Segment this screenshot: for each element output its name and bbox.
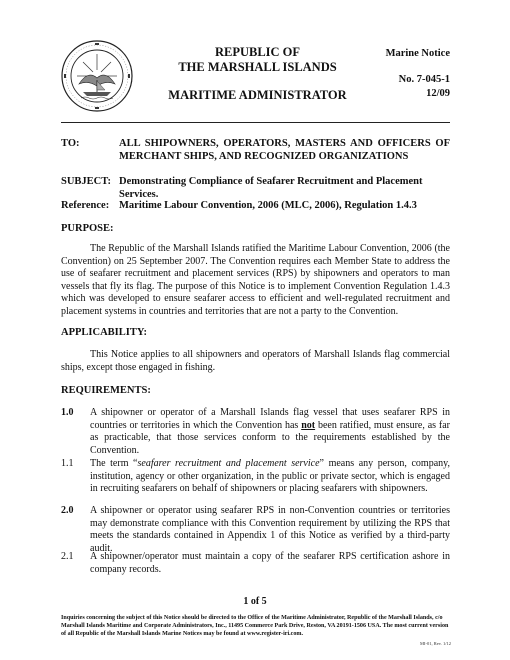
applicability-heading: APPLICABILITY: [61,327,147,338]
subject-value: Demonstrating Compliance of Seafarer Recruitment and Placement Services. [119,176,423,200]
to-value: ALL SHIPOWNERS, OPERATORS, MASTERS AND OFFICERS OF MERCHANT SHIPS, AND RECOGNIZED ORGANIZATIONS [119,138,450,162]
requirement-number: 2.0 [61,505,74,516]
applicability-text: This Notice applies to all shipowners and operators of Marshall Islands flag commercial ships, except those engaged in fishing. [61,349,450,373]
requirement-number: 1.1 [61,458,74,469]
requirement-number: 2.1 [61,551,74,562]
requirement-number: 1.0 [61,407,74,418]
republic-seal-icon [61,40,133,112]
page-number: 1 of 5 [243,596,267,607]
requirement-text: A shipowner or operator of a Marshall Islands flag vessel that uses seafarer RPS in countries or territories in which the Convention has not been ratified, must ensure, as far as practicable, that those services conform to the requirements established by the Convention. [90,407,450,456]
subject-label: SUBJECT: [61,176,111,187]
doc-type: Marine Notice [385,48,450,59]
reference-label: Reference: [61,200,110,211]
footer-text: Inquiries concerning the subject of this Notice should be directed to the Office of the Maritime Administrator, Republic of the Marshall Islands, c/o Marshall Islands Maritime and Corporate Administrators, Inc., 11495 Commerce Park Drive, Reston, VA 20191-1506 USA. The most current version of all Republic of the Marshall Islands Marine Notices may be found at www.register-iri.com. [61,615,449,637]
form-id: MI-01, Rev. 1/12 [420,641,451,646]
header-rule [61,122,450,123]
requirement-text: A shipowner/operator must maintain a copy of the seafarer RPS certification ashore in company records. [90,551,450,575]
requirements-heading: REQUIREMENTS: [61,385,151,396]
requirement-text: The term “seafarer recruitment and placement service” means any person, company, institution, agency or other organization, in the public or private sector, which is engaged in recruiting seafarers on behalf of shipowners or placing seafarers with shipowners. [90,458,450,495]
requirement-text: A shipowner or operator using seafarer RPS in non-Convention countries or territories may demonstrate compliance with this Convention requirement by utilizing the RPS that meets the standards contained in Appendix 1 of this Notice as verified by a third-party audit. [90,505,450,554]
purpose-heading: PURPOSE: [61,223,114,234]
reference-value: Maritime Labour Convention, 2006 (MLC, 2006), Regulation 1.4.3 [119,200,417,211]
country-name-line2: THE MARSHALL ISLANDS [178,60,337,74]
purpose-text: The Republic of the Marshall Islands ratified the Maritime Labour Convention, 2006 (the Convention) on 25 September 2007. The Convention requires each Member State to address the use of seafarer recruitment and placement services (RPS) by shipowners and operators to man vessels that fly its flag. The purpose of this Notice is to implement Convention Regulation 1.4.3 which was developed to ensure seafarer access to efficient and well-regulated recruitment and placement systems in countries and territories that are not a party to the Convention. [61,243,450,317]
office-name: MARITIME ADMINISTRATOR [168,88,347,102]
to-label: TO: [61,138,80,149]
defined-term: seafarer recruitment and placement service [137,458,320,469]
doc-number: No. 7-045-1 [398,74,450,85]
country-name-line1: REPUBLIC OF [214,45,301,59]
emphasis-not: not [301,419,316,431]
doc-date: 12/09 [426,88,450,99]
